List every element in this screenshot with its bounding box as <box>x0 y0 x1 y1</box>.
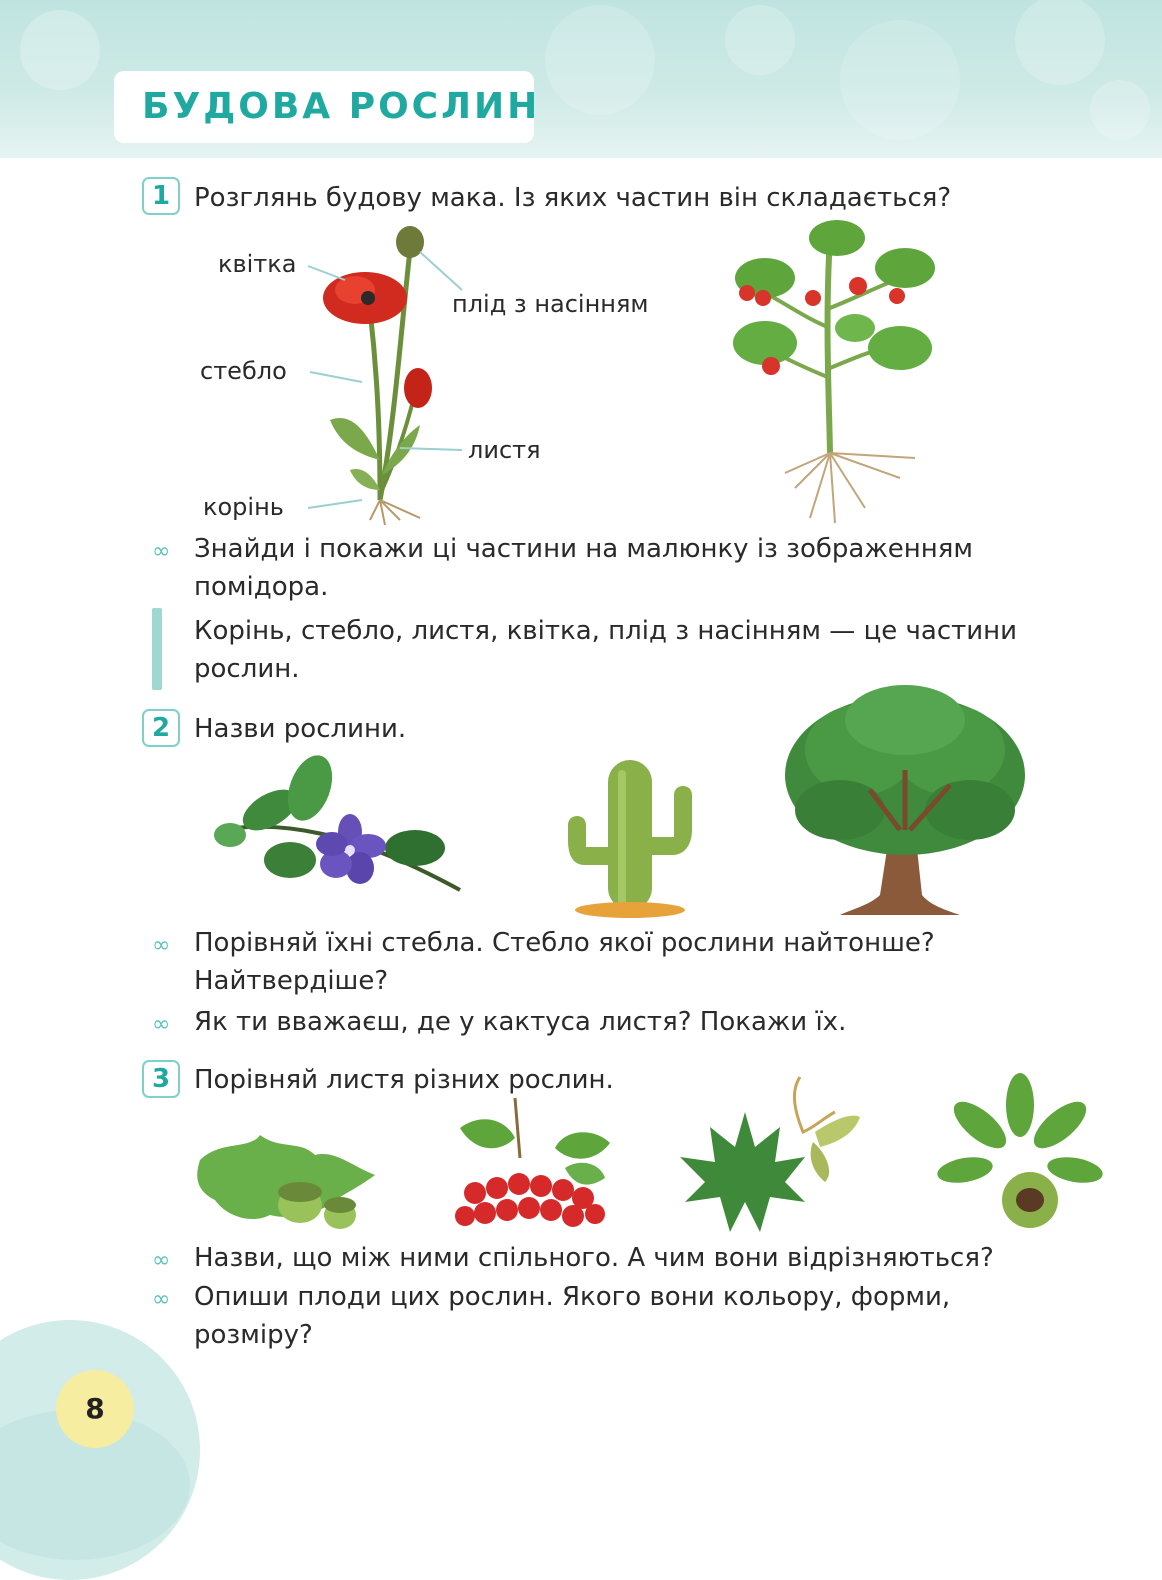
task3-bullet-2-cont: розміру? <box>194 1320 313 1350</box>
task2-bullet-1: Порівняй їхні стебла. Стебло якої рослини найтонше? <box>194 928 935 958</box>
cactus-illustration <box>560 755 700 920</box>
periwinkle-illustration <box>200 760 470 900</box>
viburnum-illustration <box>455 1098 615 1238</box>
maple-leaf-illustration <box>675 1072 875 1237</box>
oak-leaf-illustration <box>190 1120 390 1235</box>
task-number-3: 3 <box>142 1060 180 1098</box>
task-number-2: 2 <box>142 709 180 747</box>
label-flower: квітка <box>218 250 297 278</box>
label-stem: стебло <box>200 357 287 385</box>
bullet-icon: ∞ <box>152 1248 171 1273</box>
task1-bullet: Знайди і покажи ці частини на малюнку із зображенням <box>194 534 974 564</box>
label-root: корінь <box>203 493 284 521</box>
task-number-1: 1 <box>142 177 180 215</box>
chestnut-leaf-illustration <box>920 1075 1120 1235</box>
rule-line-2: рослин. <box>194 654 300 684</box>
task3-bullet-2: Опиши плоди цих рослин. Якого вони кольору, форми, <box>194 1282 951 1312</box>
task1-prompt: Розглянь будову мака. Із яких частин він складається? <box>194 183 952 213</box>
task2-bullet-2: Як ти вважаєш, де у кактуса листя? Покажи їх. <box>194 1007 847 1037</box>
bullet-icon: ∞ <box>152 539 171 564</box>
page-number: 8 <box>85 1392 105 1425</box>
task2-bullet-1-cont: Найтвердіше? <box>194 966 389 996</box>
task2-prompt: Назви рослини. <box>194 714 407 744</box>
task3-bullet-1: Назви, що між ними спільного. А чим вони відрізняються? <box>194 1243 994 1273</box>
page-title: БУДОВА РОСЛИН <box>142 86 541 127</box>
task3-prompt: Порівняй листя різних рослин. <box>194 1065 614 1095</box>
label-fruit: плід з насінням <box>452 290 649 318</box>
rule-line-1: Корінь, стебло, листя, квітка, плід з насінням — це частини <box>194 616 1018 646</box>
oak-tree-illustration <box>780 680 1030 920</box>
bullet-icon: ∞ <box>152 933 171 958</box>
bullet-icon: ∞ <box>152 1287 171 1312</box>
bullet-icon: ∞ <box>152 1012 171 1037</box>
tomato-plant-illustration <box>725 218 935 528</box>
task1-bullet-cont: помідора. <box>194 572 329 602</box>
rule-bar <box>152 608 162 690</box>
label-leaves: листя <box>468 436 541 464</box>
